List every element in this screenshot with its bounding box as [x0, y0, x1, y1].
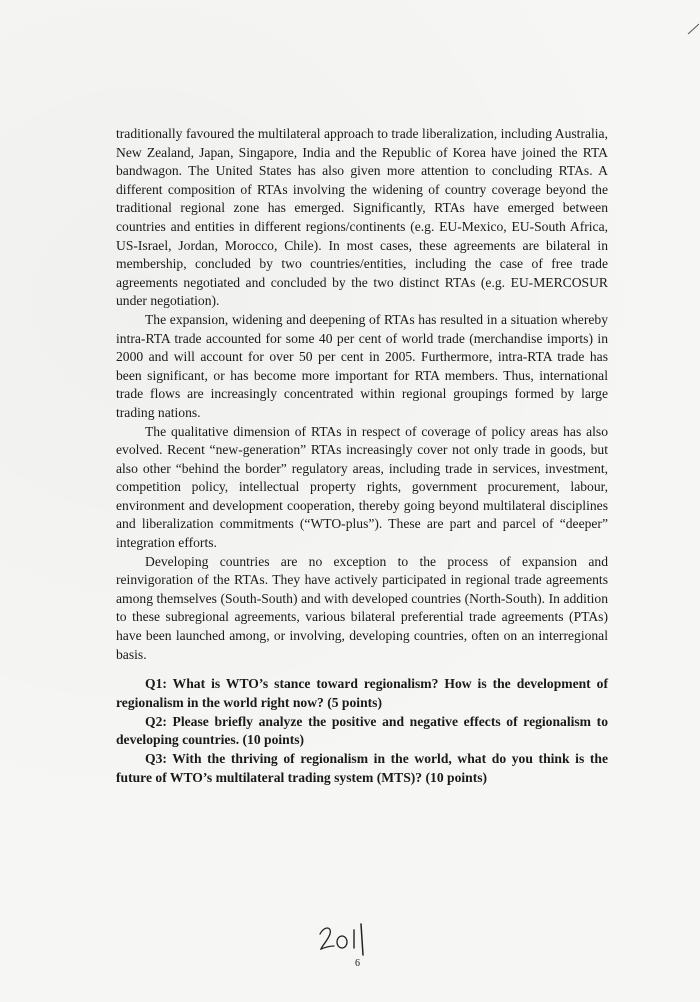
paragraph-rta-expansion: The expansion, widening and deepening of RTAs has resulted in a situation whereby intra-RTA trade accounted for some 40 per cent of world trade (merchandise imports) in 2000 and will account for over 50 per cent in 2005. Furthermore, intra-RTA trade has been significant, or has become more important for RTA members. Thus, international trade flows are increasingly concentrated within regional groupings formed by large trading nations.	[116, 311, 608, 420]
handwritten-year	[318, 918, 378, 958]
question-3: Q3: With the thriving of regionalism in the world, what do you think is the future of WTO’s multilateral trading system (MTS)? (10 points)	[116, 751, 608, 785]
question-1: Q1: What is WTO’s stance toward regionalism? How is the development of regionalism in the world right now? (5 points)	[116, 676, 608, 710]
question-2: Q2: Please briefly analyze the positive and negative effects of regionalism to developing countries. (10 points)	[116, 713, 608, 748]
scan-mark	[686, 22, 700, 36]
paragraph-developing-countries: Developing countries are no exception to the process of expansion and reinvigoration of the RTAs. They have actively participated in regional trade agreements among themselves (South-South) and with developed countries (North-South). In addition to these subregional agreements, various bilateral preferential trade agreements (PTAs) have been launched among, or involving, developing countries, often on an interregional basis.	[116, 553, 608, 662]
exam-questions	[116, 675, 608, 788]
body-text	[116, 125, 608, 664]
paragraph-rta-composition: traditionally favoured the multilateral approach to trade liberalization, including Australia, New Zealand, Japan, Singapore, India and the Republic of Korea have joined the RTA bandwagon. The United States has also given more attention to concluding RTAs. A different composition of RTAs involving the widening of country coverage beyond the traditional regional zone has emerged. Significantly, RTAs have emerged between countries and entities in different regions/continents (e.g. EU-Mexico, EU-South Africa, US-Israel, Jordan, Morocco, Chile). In most cases, these agreements are bilateral in membership, concluded by two countries/entities, including the case of free trade agreements negotiated and concluded by the two distinct RTAs (e.g. EU-MERCOSUR under negotiation).	[116, 126, 608, 309]
page-number: 6	[355, 958, 360, 969]
handwritten-2011-drawing	[318, 918, 378, 958]
paragraph-qualitative-dimension: The qualitative dimension of RTAs in respect of coverage of policy areas has also evolved. Recent “new-generation” RTAs increasingly cover not only trade in goods, but also other “behind the border” regulatory areas, including trade in services, investment, competition policy, intellectual property rights, government procurement, labour, environment and development cooperation, thereby going beyond multilateral disciplines and liberalization commitments (“WTO-plus”). These are part and parcel of “deeper” integration efforts.	[116, 423, 608, 551]
